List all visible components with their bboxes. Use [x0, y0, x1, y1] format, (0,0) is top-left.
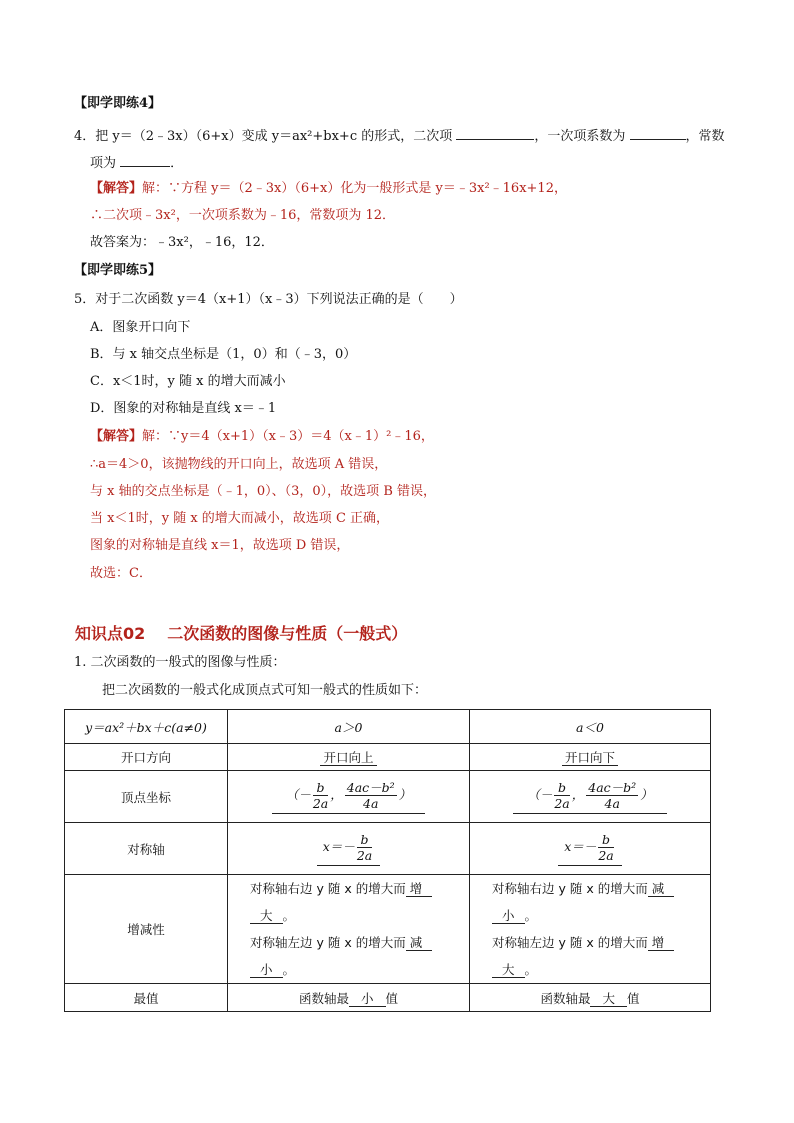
- axis-positive: [228, 823, 470, 875]
- practice4-question-mid: ，一次项系数为: [534, 129, 626, 144]
- practice5-question: 5．对于二次函数 y＝4（x+1）（x﹣3）下列说法正确的是（ ）: [74, 292, 463, 307]
- table-row-extremum: [65, 984, 711, 1012]
- comma: ，: [330, 786, 343, 802]
- row-label: 开口方向: [65, 744, 228, 771]
- fill-answer: 大: [492, 962, 525, 978]
- monotonic-line: [492, 956, 710, 983]
- extremum-suffix: 值: [627, 990, 640, 1006]
- fill-answer: 开口向下: [562, 750, 618, 766]
- section-title-text: 二次函数的图像与性质（一般式）: [167, 624, 408, 643]
- paren-close: ）: [640, 786, 653, 802]
- section-item-1: 1. 二次函数的一般式的图像与性质：: [74, 655, 286, 670]
- row-label: 最值: [65, 984, 228, 1012]
- period: 。: [524, 908, 538, 923]
- option-a: A．图象开口向下: [90, 320, 191, 335]
- header-formula: y＝ax²＋bx＋c(a≠0): [65, 710, 228, 744]
- fill-answer: 增: [406, 881, 433, 897]
- period: 。: [524, 962, 538, 977]
- practice4-question-line2: [90, 153, 183, 172]
- monotonic-text: 对称轴左边 y 随 x 的增大而: [492, 935, 648, 950]
- extremum-positive: [228, 984, 470, 1012]
- answer-label: 【解答】: [90, 181, 143, 196]
- numerator: b: [554, 780, 569, 796]
- answer-text: 解：∵方程 y＝（2﹣3x）（6+x）化为一般形式是 y＝﹣3x²﹣16x+12，: [142, 181, 567, 196]
- monotonic-line: [492, 929, 710, 956]
- period: 。: [282, 962, 296, 977]
- properties-table: [64, 709, 711, 1012]
- answer-label: 【解答】: [90, 429, 143, 444]
- header-a-positive: a＞0: [228, 710, 470, 744]
- axis-negative: [470, 823, 711, 875]
- monotonic-line: [250, 875, 469, 902]
- monotonic-positive: [228, 875, 470, 984]
- fraction: [586, 780, 638, 811]
- practice4-question-text: 4．把 y＝（2﹣3x）（6+x）变成 y＝ax²+bx+c 的形式，二次项: [74, 129, 453, 144]
- practice5-answer-4: 当 x＜1时，y 随 x 的增大而减小，故选项 C 正确，: [90, 511, 390, 526]
- denominator: 4a: [604, 795, 620, 811]
- fill-answer: 小: [250, 962, 283, 978]
- table-row-vertex: [65, 771, 711, 823]
- denominator: 2a: [356, 847, 373, 863]
- practice5-header: 【即学即练5】: [74, 263, 162, 278]
- axis-prefix: x＝－: [564, 838, 597, 854]
- table-row-axis: [65, 823, 711, 875]
- fraction: [598, 832, 613, 863]
- numerator: 4ac－b²: [588, 779, 637, 795]
- period: 。: [282, 908, 296, 923]
- practice4-answer-2: ∴二次项﹣3x²，一次项系数为﹣16，常数项为 12．: [90, 208, 396, 223]
- practice4-question-line2-text: 项为: [90, 156, 117, 171]
- paren-close: ）: [398, 786, 412, 802]
- vertex-positive: [228, 771, 470, 823]
- extremum-negative: [470, 984, 711, 1012]
- monotonic-line: [492, 875, 710, 902]
- axis-formula: [317, 832, 380, 866]
- fraction: [357, 832, 372, 863]
- paren-open: （－: [285, 786, 311, 802]
- comma: ，: [571, 786, 585, 802]
- monotonic-line: [250, 956, 469, 983]
- monotonic-line: [492, 902, 710, 929]
- extremum-prefix: 函数轴最: [298, 990, 349, 1006]
- option-c: C．x＜1时，y 随 x 的增大而减小: [90, 374, 286, 389]
- answer-blank: [120, 153, 170, 167]
- row-label: 增减性: [65, 875, 228, 984]
- option-d: D．图象的对称轴是直线 x＝﹣1: [90, 401, 277, 416]
- vertex-negative: [470, 771, 711, 823]
- opening-negative: [470, 744, 711, 771]
- row-label: 顶点坐标: [65, 771, 228, 823]
- section-number: 知识点02: [75, 624, 146, 643]
- practice4-question: [74, 126, 725, 145]
- fill-answer: 大: [250, 908, 283, 924]
- practice5-answer-2: ∴a＝4＞0，该抛物线的开口向上，故选项 A 错误，: [90, 457, 388, 472]
- practice5-answer-1: [90, 429, 434, 445]
- numerator: b: [598, 832, 613, 848]
- fill-answer: 增: [648, 935, 675, 951]
- table-header-row: [65, 710, 711, 744]
- monotonic-text: 对称轴左边 y 随 x 的增大而: [250, 935, 406, 950]
- monotonic-text: 对称轴右边 y 随 x 的增大而: [250, 881, 406, 896]
- monotonic-text: 对称轴右边 y 随 x 的增大而: [492, 881, 648, 896]
- monotonic-line: [250, 929, 469, 956]
- row-label: 对称轴: [65, 823, 228, 875]
- monotonic-line: [250, 902, 469, 929]
- extremum-suffix: 值: [385, 990, 399, 1006]
- header-a-negative: a＜0: [470, 710, 711, 744]
- answer-blank: [456, 126, 534, 140]
- vertex-formula: [513, 780, 666, 814]
- opening-positive: [228, 744, 470, 771]
- fraction: [313, 780, 328, 811]
- section-intro: 把二次函数的一般式化成顶点式可知一般式的性质如下：: [102, 683, 428, 698]
- axis-prefix: x＝－: [322, 838, 355, 854]
- fill-answer: 小: [492, 908, 525, 924]
- monotonic-negative: [470, 875, 711, 984]
- numerator: b: [313, 780, 328, 796]
- fraction: [554, 780, 569, 811]
- practice5-answer-3: 与 x 轴的交点坐标是（﹣1，0）、（3，0），故选项 B 错误，: [90, 484, 436, 499]
- fill-answer: 减: [648, 881, 675, 897]
- axis-formula: [558, 832, 621, 866]
- extremum-prefix: 函数轴最: [540, 990, 591, 1006]
- numerator: 4ac－b²: [346, 779, 395, 795]
- answer-blank: [630, 126, 686, 140]
- denominator: 2a: [312, 795, 329, 811]
- option-b: B．与 x 轴交点坐标是（1，0）和（﹣3，0）: [90, 347, 357, 362]
- fill-answer: 开口向上: [320, 750, 376, 766]
- denominator: 4a: [363, 795, 379, 811]
- answer-text: 解：∵y＝4（x+1）（x﹣3）＝4（x﹣1）²﹣16，: [142, 429, 434, 444]
- practice5-answer-5: 图象的对称轴是直线 x＝1，故选项 D 错误，: [90, 538, 350, 553]
- numerator: b: [357, 832, 372, 848]
- section-title: [75, 621, 407, 644]
- fill-answer: 小: [349, 991, 386, 1007]
- denominator: 2a: [554, 795, 570, 811]
- paren-open: （－: [527, 786, 553, 802]
- practice4-answer-3: 故答案为：﹣3x²，﹣16，12．: [90, 235, 274, 250]
- table-row-opening: [65, 744, 711, 771]
- table-row-monotonic: [65, 875, 711, 984]
- fraction: [345, 780, 397, 811]
- fill-answer: 减: [406, 935, 433, 951]
- practice5-answer-6: 故选：C．: [90, 566, 152, 581]
- practice4-answer-1: [90, 181, 567, 197]
- vertex-formula: [272, 780, 425, 814]
- practice4-question-line2-end: ．: [170, 156, 184, 171]
- denominator: 2a: [598, 847, 614, 863]
- practice4-question-end: ，常数: [685, 129, 725, 144]
- practice4-header: 【即学即练4】: [74, 96, 162, 111]
- fill-answer: 大: [590, 991, 627, 1007]
